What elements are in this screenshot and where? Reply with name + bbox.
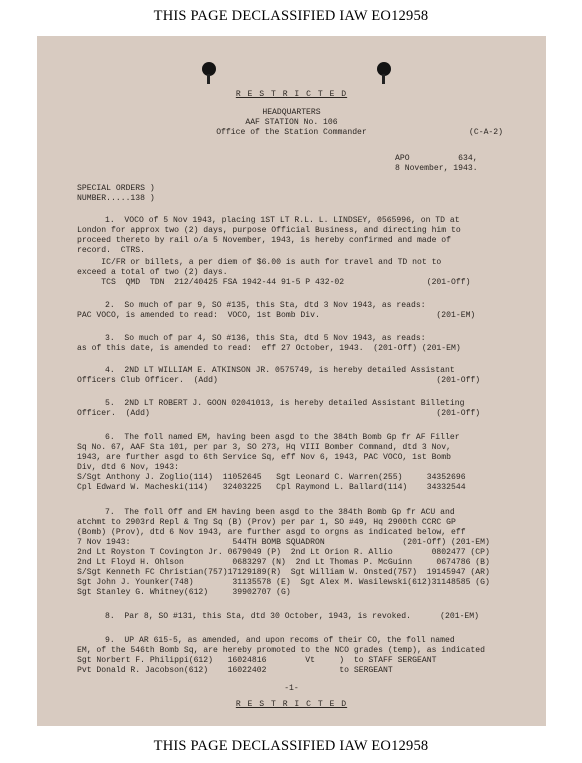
par1-line: exceed a total of two (2) days. (77, 268, 228, 277)
hq-line: HEADQUARTERS (262, 108, 321, 117)
classification-footer: R E S T R I C T E D (235, 700, 348, 709)
par4-line: Officers Club Officer. (Add) (201-Off) (77, 376, 481, 385)
par1-line: TCS QMD TDN 212/40425 FSA 1942-44 91-5 P 432-02 (201-Off) (77, 278, 471, 287)
par6-line: 1943, are further asgd to 6th Service Sq, eff Nov 6, 1943, PAC VOCO, 1st Bomb (77, 453, 451, 462)
punch-hole-left (202, 62, 216, 76)
declassified-banner-bottom: THIS PAGE DECLASSIFIED IAW EO12958 (153, 738, 429, 754)
order-date: 8 November, 1943. (395, 164, 478, 173)
order-number: NUMBER.....138 ) (77, 194, 155, 203)
par7-roster-row: S/Sgt Kenneth FC Christian(757)17129189(R) Sgt William W. Onsted(757) 19145947 (AR) (77, 568, 490, 577)
par7-line: 7 Nov 1943: 544TH BOMB SQUADRON (201-Off) (201-EM) (77, 538, 490, 547)
par7-roster-row: Sgt John J. Younker(748) 31135578 (E) Sgt Alex M. Wasilewski(612)31148585 (G) (77, 578, 490, 587)
par9-roster-row: Pvt Donald R. Jacobson(612) 16022402 to SERGEANT (77, 666, 393, 675)
par5-line: Officer. (Add) (201-Off) (77, 409, 481, 418)
apo-line: APO 634, (395, 154, 478, 163)
par6-line: Div, dtd 6 Nov, 1943: (77, 463, 179, 472)
par3-line: as of this date, is amended to read: eff 27 October, 1943. (201-Off) (201-EM) (77, 344, 461, 353)
special-orders-label: SPECIAL ORDERS ) (77, 184, 155, 193)
par5-line: 5. 2ND LT ROBERT J. GOON 02041013, is hereby detailed Assistant Billeting (105, 399, 465, 408)
declassified-banner-top: THIS PAGE DECLASSIFIED IAW EO12958 (153, 8, 429, 24)
punch-hole-right (377, 62, 391, 76)
par2-line: PAC VOCO, is amended to read: VOCO, 1st Bomb Div. (201-EM) (77, 311, 476, 320)
par2-line: 2. So much of par 9, SO #135, this Sta, dtd 3 Nov 1943, as reads: (105, 301, 426, 310)
document-page (37, 36, 546, 726)
par1-line: record. CTRS. (77, 246, 145, 255)
par7-line: (Bomb) (Prov), dtd 6 Nov 1943, are further asgd to orgns as indicated below, eff (77, 528, 466, 537)
par9-line: 9. UP AR 615-5, as amended, and upon recoms of their CO, the foll named (105, 636, 455, 645)
par6-roster-row: Cpl Edward W. Macheski(114) 32403225 Cpl Raymond L. Ballard(114) 34332544 (77, 483, 466, 492)
par1-line: London for approx two (2) days, purpose Official Business, and directing him to (77, 226, 461, 235)
par9-roster-row: Sgt Norbert F. Philippi(612) 16024816 Vt ) to STAFF SERGEANT (77, 656, 437, 665)
par1-line: IC/FR or billets, a per diem of $6.00 is auth for travel and TD not to (77, 258, 442, 267)
par1-line: proceed thereto by rail o/a 5 November, 1943, is hereby confirmed and made of (77, 236, 451, 245)
par7-line: atchmt to 2903rd Repl & Tng Sq (B) (Prov) per par 1, SO #49, Hq 2900th CCRC GP (77, 518, 456, 527)
par7-roster-row: Sgt Stanley G. Whitney(612) 39902707 (G) (77, 588, 291, 597)
page-number: -1- (284, 684, 299, 693)
par7-roster-row: 2nd Lt Floyd H. Ohlson 0683297 (N) 2nd Lt Thomas P. McGuinn 0674786 (B) (77, 558, 490, 567)
par6-roster-row: S/Sgt Anthony J. Zoglio(114) 11052645 Sgt Leonard C. Warren(255) 34352696 (77, 473, 466, 482)
par4-line: 4. 2ND LT WILLIAM E. ATKINSON JR. 0575749, is hereby detailed Assistant (105, 366, 455, 375)
office-line: Office of the Station Commander (216, 128, 367, 137)
par8-line: 8. Par 8, SO #131, this Sta, dtd 30 October, 1943, is revoked. (201-EM) (105, 612, 479, 621)
par7-line: 7. The foll Off and EM having been asgd to the 384th Bomb Gp fr ACU and (105, 508, 455, 517)
station-line: AAF STATION No. 106 (245, 118, 338, 127)
classification-header: R E S T R I C T E D (235, 90, 348, 99)
par6-line: 6. The foll named EM, having been asgd to the 384th Bomb Gp fr AF Filler (105, 433, 460, 442)
par9-line: EM, of the 546th Bomb Sq, are hereby promoted to the NCO grades (temp), as indicated (77, 646, 485, 655)
par3-line: 3. So much of par 4, SO #136, this Sta, dtd 5 Nov 1943, as reads: (105, 334, 426, 343)
par1-line: 1. VOCO of 5 Nov 1943, placing 1ST LT R.L. L. LINDSEY, 0565996, on TD at (105, 216, 460, 225)
par7-roster-row: 2nd Lt Royston T Covington Jr. 0679049 (P) 2nd Lt Orion R. Allio 0802477 (CP) (77, 548, 490, 557)
doc-code: (C-A-2) (469, 128, 503, 137)
par6-line: Sq No. 67, AAF Sta 101, per par 3, SO 273, Hq VIII Bomber Command, dtd 3 Nov, (77, 443, 451, 452)
